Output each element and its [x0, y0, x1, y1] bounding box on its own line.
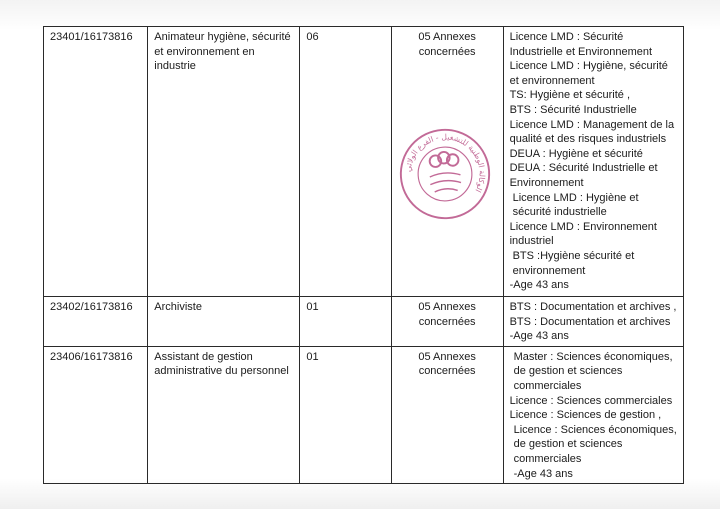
requirement-item: DEUA : Sécurité Industrielle et Environnement	[509, 162, 658, 189]
annex-count: 05 Annexes concernées	[391, 297, 503, 347]
job-code: 23406/16173816	[44, 346, 148, 483]
requirement-item: Licence LMD : Sécurité Industrielle et Environnement	[509, 31, 653, 58]
requirement-item: -Age 43 ans	[509, 279, 569, 292]
job-title: Archiviste	[148, 297, 300, 347]
requirements-list	[503, 346, 683, 483]
position-count: 01	[300, 346, 391, 483]
table-row	[44, 346, 684, 483]
table-row	[44, 27, 684, 297]
requirement-item: Licence : Sciences de gestion ,	[509, 409, 662, 422]
requirement-item: -Age 43 ans	[513, 467, 573, 480]
job-title: Animateur hygiène, sécurité et environnement en industrie	[148, 27, 300, 297]
annex-count: 05 Annexes concernées	[391, 27, 503, 297]
position-count: 01	[300, 297, 391, 347]
svg-text:الوكالة الوطنية للتشغيل - الفر: الوكالة الوطنية للتشغيل - الفرع الولائي	[403, 132, 487, 194]
requirement-item: Licence LMD : Hygiène, sécurité et environnement	[509, 60, 668, 87]
requirement-item: BTS : Sécurité Industrielle	[509, 103, 637, 116]
requirement-item: BTS :Hygiène sécurité et environnement	[512, 249, 635, 277]
requirement-item: Licence LMD : Management de la qualité et des risques industriels	[509, 118, 675, 146]
table-row	[44, 297, 684, 347]
requirement-item: BTS : Documentation et archives	[509, 315, 671, 328]
requirement-item: BTS : Documentation et archives ,	[509, 301, 677, 313]
requirement-item: Licence : Sciences économiques, de gestion et sciences commerciales	[513, 423, 677, 465]
requirement-item: -Age 43 ans	[509, 330, 569, 343]
requirement-item: Master : Sciences économiques, de gestion et sciences commerciales	[513, 350, 673, 392]
position-count: 06	[300, 27, 391, 297]
requirement-item: Licence : Sciences commerciales	[509, 394, 673, 407]
job-code: 23402/16173816	[44, 297, 148, 347]
requirements-list	[503, 27, 683, 297]
requirement-item: Licence LMD : Environnement industriel	[509, 220, 657, 248]
job-title: Assistant de gestion administrative du personnel	[148, 346, 300, 483]
requirement-item: DEUA : Hygiène et sécurité	[509, 147, 643, 160]
job-offers-table	[43, 26, 684, 484]
job-code: 23401/16173816	[44, 27, 148, 297]
requirements-list	[503, 297, 683, 347]
requirement-item: TS: Hygiène et sécurité ,	[509, 89, 631, 102]
requirement-item: Licence LMD : Hygiène et sécurité industrielle	[512, 191, 639, 219]
annex-count: 05 Annexes concernées	[391, 346, 503, 483]
